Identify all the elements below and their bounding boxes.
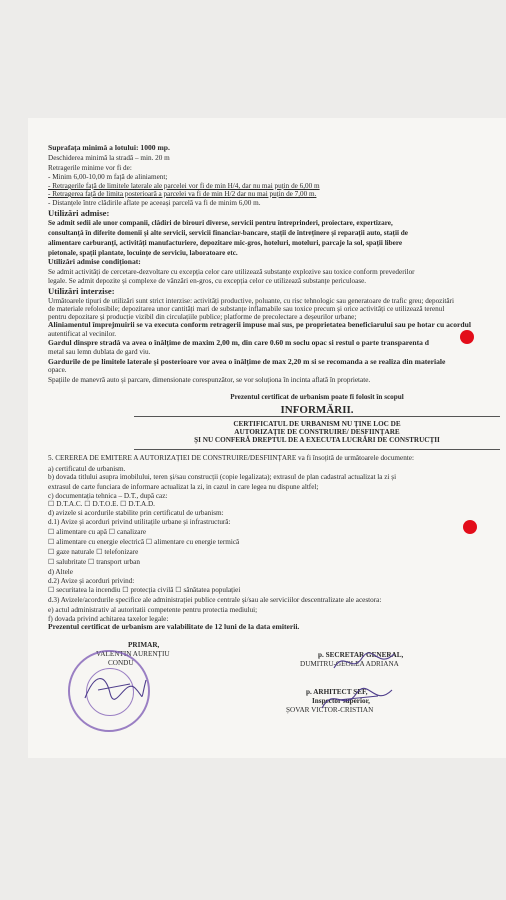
notice-line: AUTORIZAȚIE DE CONSTRUIRE/ DESFIINȚARE	[234, 428, 400, 436]
notice-box	[134, 416, 500, 450]
mayor-name-extra: CONDU	[108, 659, 134, 667]
document-line: Se admit sedii ale unor companii, clădiri de birouri diverse, servicii pentru întreprinderi, proiectare, expertizare,	[48, 219, 393, 227]
architect-title: p. ARHITECT ȘEF,	[306, 688, 368, 696]
document-line: consultanță în diferite domenii și alte servicii, servicii financiar-bancare, stații de întreținere și reparații auto, stații de	[48, 229, 408, 237]
document-line: pentru depozitare și producție vizibil din circulațiile publice; platforme de precolectare a deșeurilor urbane;	[48, 313, 357, 321]
document-line: Suprafața minimă a lotului: 1000 mp.	[48, 143, 170, 152]
document-line: d.2) Avize și acorduri privind:	[48, 577, 135, 585]
red-marker-dot	[460, 330, 474, 344]
document-line: 5. CEREREA DE EMITERE A AUTORIZAȚIEI DE CONSTRUIRE/DESFIINȚARE va fi însoțită de următoarele documente:	[48, 454, 414, 462]
document-line: Gardul dinspre stradă va avea o înălțime de maxim 2,00 m, din care 0.60 m soclu opac si restul o parte transparenta d	[48, 338, 430, 347]
document-line: ☐ D.T.A.C. ☐ D.T.O.E. ☐ D.T.A.D.	[48, 500, 155, 508]
document-line: - Retragerea față de limita posterioară a parcelei va fi de min H/2 dar nu mai puțin de 7,00 m.	[48, 190, 317, 198]
document-line: d) avizele si acordurile stabilite prin certificatul de urbanism:	[48, 509, 224, 517]
document-line: a) certificatul de urbanism.	[48, 465, 126, 473]
document-line: ☐ salubritate ☐ transport urban	[48, 558, 140, 566]
document-line: f) dovada privind achitarea taxelor legale:	[48, 615, 169, 623]
document-line: Deschiderea minimă la stradă – min. 20 m	[48, 154, 170, 162]
document-line: - Retragerile față de limitele laterale ale parcelei vor fi de min H/4, dar nu mai puțin de 6,00 m	[48, 182, 320, 190]
document-line: d.3) Avizele/acordurile specifice ale administrației publice centrale și/sau ale serviciilor descentralizate ale acestora:	[48, 596, 382, 604]
notice-line: ȘI NU CONFERĂ DREPTUL DE A EXECUTA LUCRĂRI DE CONSTRUCȚII	[194, 436, 440, 444]
red-marker-dot	[463, 520, 477, 534]
document-line: Următoarele tipuri de utilizări sunt strict interzise: activități productive, poluante, cu risc tehnologic sau generatoare de trafic greu; depozitări	[48, 297, 454, 305]
document-line: opace.	[48, 366, 67, 374]
secretary-name: DUMITRU-GEOLEA ADRIANA	[300, 660, 399, 668]
info-title: INFORMĂRII.	[280, 404, 354, 416]
document-line: alimentare carburanți, activități manufacturiere, depozitare mic-gros, hoteluri, moteluri, parcaje la sol, spații libere	[48, 239, 403, 247]
document-line: extrasul de carte funciara de informare actualizat la zi, in cazul in care legea nu dispune altfel;	[48, 483, 319, 491]
document-line: Utilizări interzise:	[48, 286, 115, 296]
purpose-line: Prezentul certificat de urbanism poate fi folosit în scopul	[230, 393, 404, 401]
document-line: ☐ securitatea la incendiu ☐ protecția civilă ☐ sănătatea populației	[48, 586, 241, 594]
document-line: d) Altele	[48, 568, 73, 576]
document-line: ☐ alimentare cu energie electrică ☐ alimentare cu energie termică	[48, 538, 240, 546]
document-line: Gardurile de pe limitele laterale și posterioare vor avea o înălțime de max 2,20 m si se recomanda a se realiza din materiale	[48, 357, 446, 366]
document-line: autentificat al vecinilor.	[48, 330, 117, 338]
document-line: Prezentul certificat de urbanism are valabilitate de 12 luni de la data emiterii.	[48, 622, 300, 631]
secretary-signature	[330, 648, 400, 676]
document-line: ☐ gaze naturale ☐ telefonizare	[48, 548, 139, 556]
document-line: e) actul administrativ al autoritatii competente pentru protectia mediului;	[48, 606, 258, 614]
document-line: de materiale refolosibile; depozitarea unor cantități mari de substanțe inflamabile sau toxice precum și orice activități ce utilizează terenul	[48, 305, 445, 313]
architect-name: ȘOVAR VICTOR-CRISTIAN	[286, 706, 374, 714]
document-line: Spațiile de manevră auto și parcare, dimensionate corespunzător, se vor soluționa în incinta aflată în proprietate.	[48, 376, 371, 384]
document-line: ☐ alimentare cu apă ☐ canalizare	[48, 528, 147, 536]
document-line: Aliniamentul împrejmuirii se va executa conform retragerii impuse mai sus, pe proprietatea beneficiarului sau pe hotar cu acordul	[48, 320, 471, 329]
mayor-signature	[80, 668, 150, 708]
architect-signature	[318, 682, 398, 716]
document-line: Retragerile minime vor fi de:	[48, 164, 132, 172]
document-line: - Distanțele între clădirile aflate pe aceeași parcelă va fi de minim 6,00 m.	[48, 199, 261, 207]
document-line: pietonale, spații plantate, locuințe de serviciu, laboratoare etc.	[48, 249, 238, 257]
document-line: Utilizări admise condiționat:	[48, 257, 141, 266]
architect-role: Inspector superior,	[312, 697, 370, 705]
document-line: b) dovada titlului asupra imobilului, teren și/sau construcții (copie legalizata); extrasul de plan cadastral actualizat la zi și	[48, 473, 397, 481]
mayor-name: VALENTIN AURENȚIU	[96, 650, 170, 658]
document-line: metal sau lemn dublata de gard viu.	[48, 348, 151, 356]
document-line: Utilizări admise:	[48, 208, 110, 218]
document-line: Se admit activități de cercetare-dezvoltare cu excepția celor care utilizează substanțe explozive sau toxice conform prevederilor	[48, 268, 415, 276]
document-line: - Minim 6,00-10,00 m față de aliniament;	[48, 173, 168, 181]
document-line: legale. Se admit depozite și complexe de vânzări en-gros, cu excepția celor ce utilizează substanțe periculoase.	[48, 277, 367, 285]
notice-line: CERTIFICATUL DE URBANISM NU ȚINE LOC DE	[233, 420, 401, 428]
document-line: c) documentația tehnica – D.T., după caz:	[48, 492, 168, 500]
mayor-title: PRIMAR,	[128, 641, 160, 649]
document-line: d.1) Avize și acorduri privind utilitațile urbane și infrastructură:	[48, 518, 231, 526]
secretary-title: p. SECRETAR GENERAL,	[318, 651, 404, 659]
